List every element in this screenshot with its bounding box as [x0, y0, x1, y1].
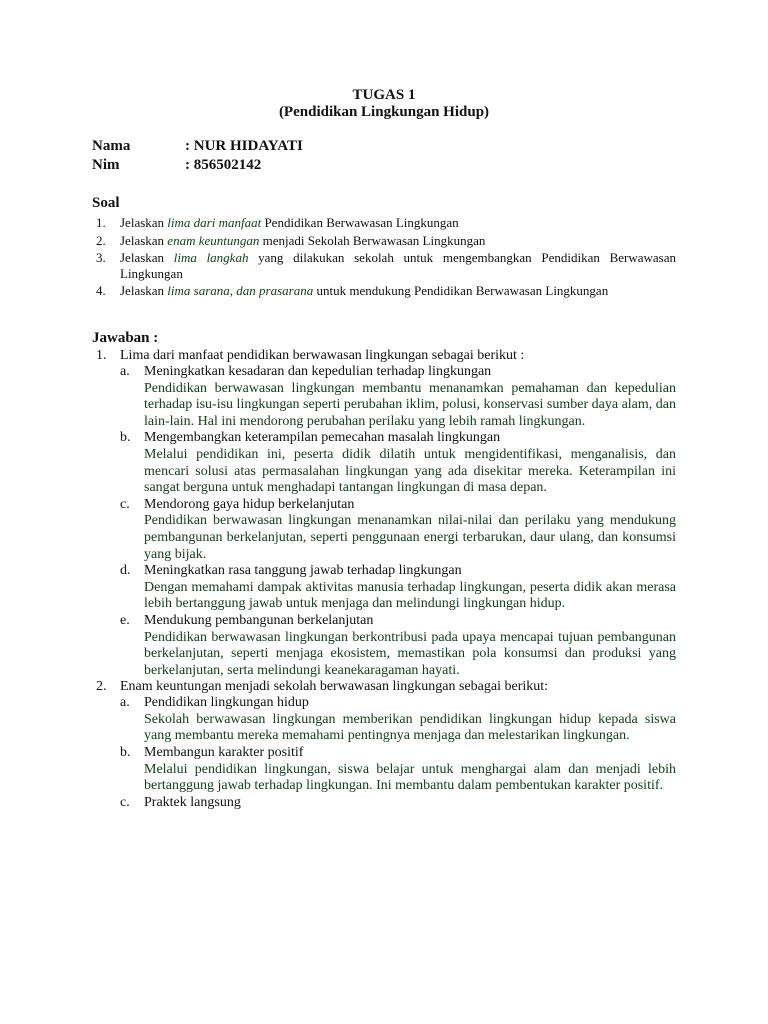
subitem-heading: Praktek langsung	[144, 794, 241, 810]
answer-intro: Lima dari manfaat pendidikan berwawasan lingkungan sebagai berikut :	[120, 348, 525, 363]
subitem-heading: Meningkatkan kesadaran dan kepedulian terhadap lingkungan	[144, 364, 492, 379]
subitem-heading: Membangun karakter positif	[144, 745, 304, 761]
subitem-letter: a.	[120, 364, 130, 379]
document-subtitle: (Pendidikan Lingkungan Hidup)	[278, 104, 490, 120]
subitem-heading: Meningkatkan rasa tanggung jawab terhadap lingkungan	[144, 563, 462, 579]
subitem-body: Melalui pendidikan ini, peserta didik dilatih untuk mengidentifikasi, menganalisis, dan mencari solusi atas permasalahan lingkungan yang ada disekitar mereka. Keterampilan ini sangat berguna untuk menghadapi tantangan lingkungan di masa depan.	[144, 446, 676, 496]
name-label: Nama	[92, 138, 131, 154]
question-number: 4.	[96, 283, 106, 298]
question-item	[96, 233, 676, 249]
answer-item	[96, 348, 676, 364]
question-number: 2.	[96, 233, 106, 248]
answer-subitem	[120, 364, 676, 430]
subitem-body: Melalui pendidikan lingkungan, siswa belajar untuk menghargai alam dan menjadi lebih bertanggung jawab terhadap lingkungan. Ini membantu dalam pembentukan karakter positif.	[144, 761, 676, 794]
answer-subitem	[120, 795, 676, 812]
question-text: Jelaskan lima langkah yang dilakukan sekolah untuk mengembangkan Pendidikan Berwawasan Lingkungan	[120, 250, 676, 281]
answer-subitem	[120, 613, 676, 679]
answer-subitem	[120, 745, 676, 795]
jawaban-heading: Jawaban :	[92, 330, 159, 346]
answer-intro: Enam keuntungan menjadi sekolah berwawasan lingkungan sebagai berikut:	[120, 679, 549, 695]
question-text: Jelaskan enam keuntungan menjadi Sekolah Berwawasan Lingkungan	[120, 233, 486, 248]
question-item	[96, 215, 676, 231]
question-text: Jelaskan lima dari manfaat Pendidikan Berwawasan Lingkungan	[120, 215, 459, 230]
subitem-letter: e.	[120, 612, 130, 628]
subitem-body: Sekolah berwawasan lingkungan memberikan pendidikan lingkungan hidup kepada siswa yang membantu mereka memahami pentingnya menjaga dan melestarikan lingkungan.	[144, 711, 676, 744]
subitem-letter: d.	[120, 563, 131, 579]
subitem-heading: Mendukung pembangunan berkelanjutan	[144, 612, 374, 628]
subitem-letter: c.	[120, 496, 130, 512]
question-number: 1.	[96, 215, 106, 230]
name-row	[92, 138, 303, 155]
subitem-body: Pendidikan berwawasan lingkungan berkontribusi pada upaya mencapai tujuan pembangunan berkelanjutan, seperti menjaga ekosistem, memastikan pola konsumsi dan produksi yang berkelanjutan, serta melindungi keanekaragaman hayati.	[144, 629, 676, 678]
answer-subitem	[120, 430, 676, 496]
question-text: Jelaskan lima sarana, dan prasarana untuk mendukung Pendidikan Berwawasan Lingkungan	[120, 283, 609, 298]
document-title: TUGAS 1	[352, 87, 416, 103]
subitem-body: Pendidikan berwawasan lingkungan membantu menanamkan pemahaman dan kepedulian terhadap isu-isu lingkungan seperti perubahan iklim, polusi, konservasi sumber daya alam, dan lain-lain. Hal ini mendorong perubahan perilaku yang lebih ramah lingkungan.	[144, 380, 676, 429]
soal-heading: Soal	[92, 195, 120, 211]
answer-subitem	[120, 497, 676, 563]
question-number: 3.	[96, 250, 106, 265]
answer-number: 2.	[96, 679, 107, 695]
answer-subitem	[120, 695, 676, 745]
subitem-heading: Mengembangkan keterampilan pemecahan masalah lingkungan	[144, 430, 501, 446]
subitem-body: Dengan memahami dampak aktivitas manusia terhadap lingkungan, peserta didik akan merasa lebih bertanggung jawab untuk menjaga dan melindungi lingkungan hidup.	[144, 579, 676, 612]
answer-subitem	[120, 563, 676, 613]
subitem-heading: Mendorong gaya hidup berkelanjutan	[144, 496, 355, 512]
subitem-body: Pendidikan berwawasan lingkungan menanamkan nilai-nilai dan perilaku yang mendukung pembangunan berkelanjutan, seperti penggunaan energi terbarukan, daur ulang, dan konsumsi yang bijak.	[144, 513, 676, 562]
subitem-letter: b.	[120, 430, 131, 446]
subitem-letter: b.	[120, 745, 131, 761]
name-value: : NUR HIDAYATI	[185, 138, 303, 154]
answer-item	[96, 679, 676, 695]
nim-label: Nim	[92, 157, 120, 173]
answer-number: 1.	[96, 348, 107, 363]
subitem-letter: c.	[120, 794, 130, 810]
subitem-heading: Pendidikan lingkungan hidup	[144, 695, 309, 711]
question-item	[96, 283, 676, 299]
question-item	[96, 250, 676, 282]
subitem-letter: a.	[120, 695, 130, 711]
nim-value: : 856502142	[185, 157, 262, 173]
nim-row	[92, 157, 261, 174]
answer-list	[96, 348, 676, 811]
